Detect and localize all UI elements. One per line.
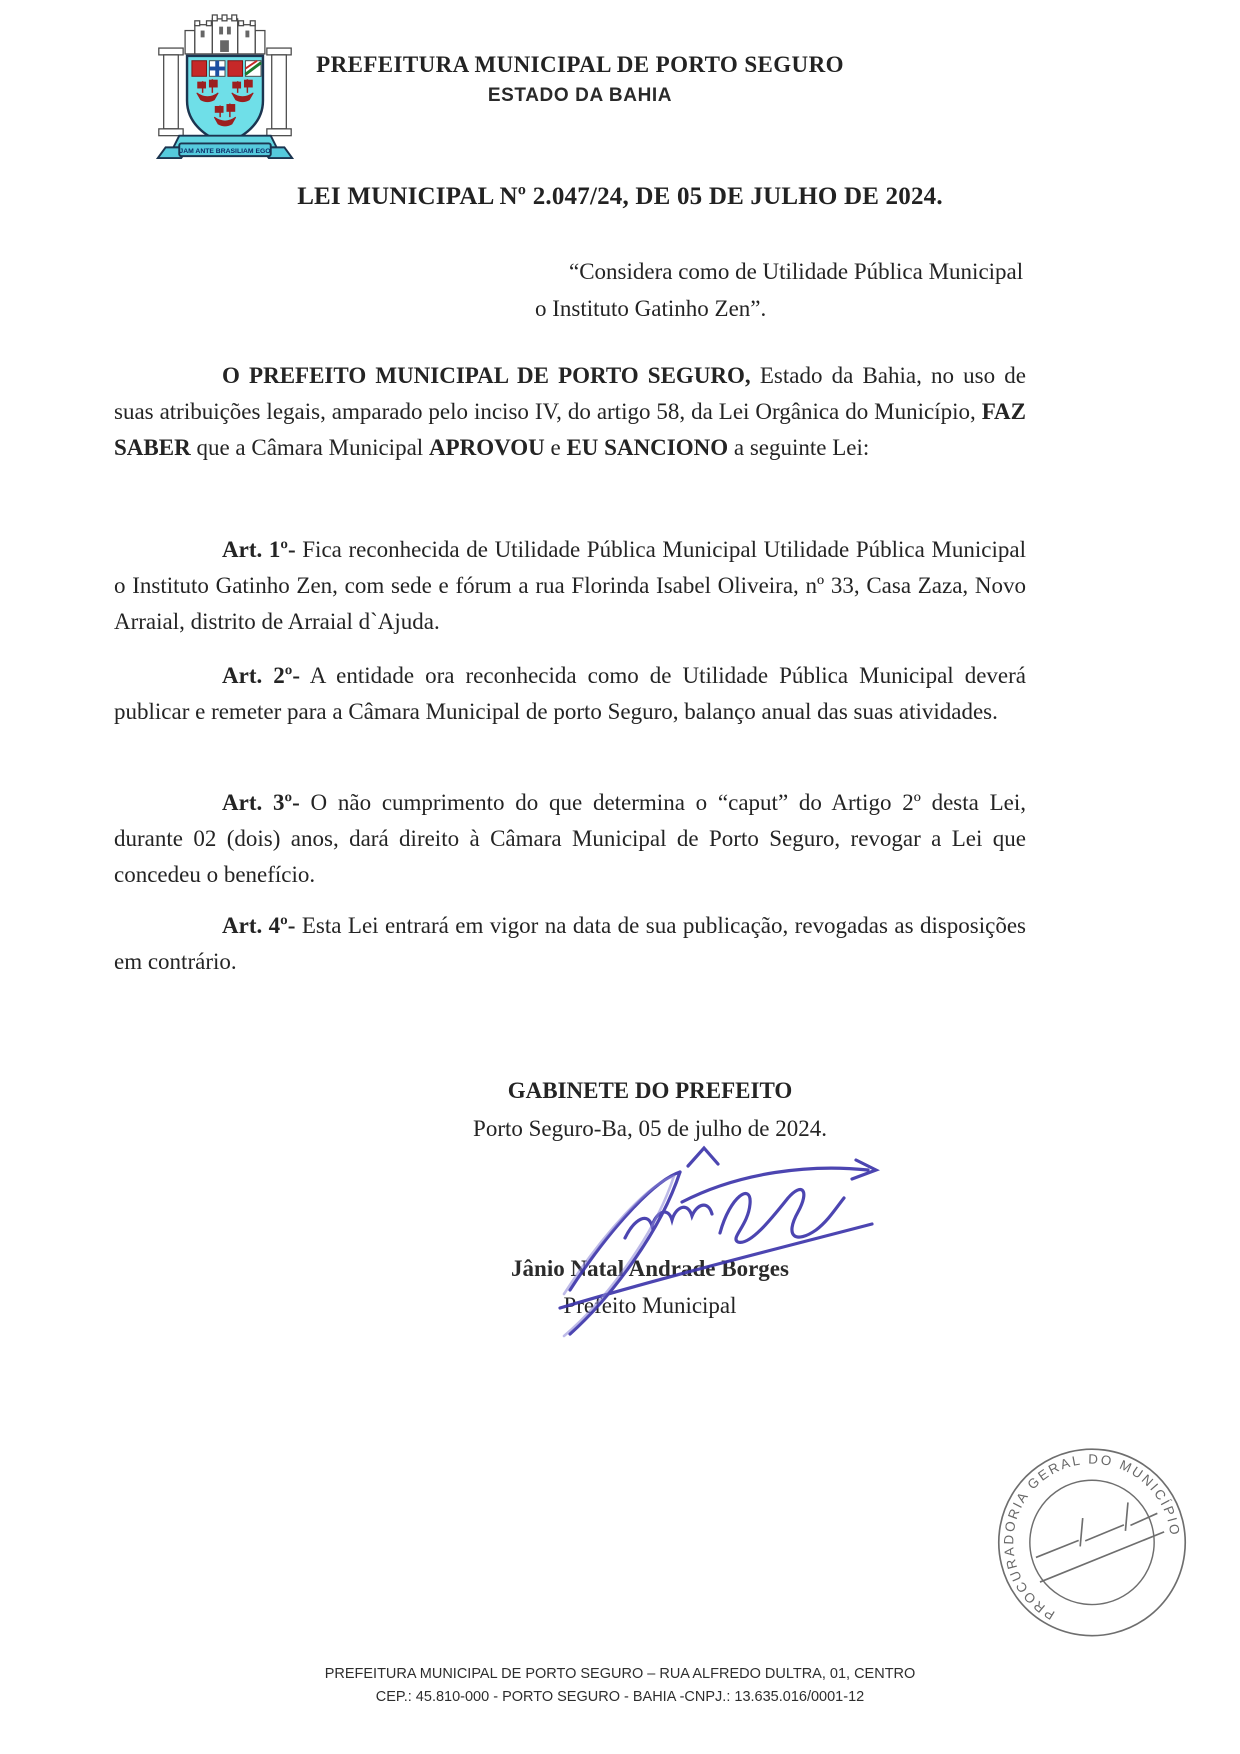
article-2	[114, 658, 1026, 730]
preamble-text-2: que a Câmara Municipal	[190, 435, 429, 460]
article-1	[114, 532, 1026, 640]
letterhead	[160, 52, 1000, 107]
org-name: PREFEITURA MUNICIPAL DE PORTO SEGURO	[316, 52, 844, 77]
article-2-label: Art. 2º-	[222, 663, 301, 688]
epigraph-line2: o Instituto Gatinho Zen”.	[535, 296, 767, 321]
epigraph-line1: “Considera como de Utilidade Pública Municipal	[569, 259, 1024, 284]
article-1-label: Art. 1º-	[222, 537, 296, 562]
preamble-fazsaber-bold: FAZ SABER	[114, 399, 1026, 460]
article-4-label: Art. 4º-	[222, 913, 296, 938]
law-title: LEI MUNICIPAL Nº 2.047/24, DE 05 DE JULHO DE 2024.	[297, 183, 943, 210]
preamble-sanciono-bold: EU SANCIONO	[566, 435, 729, 460]
article-3	[114, 785, 1026, 893]
preamble-mayor-bold: O PREFEITO MUNICIPAL DE PORTO SEGURO,	[222, 363, 751, 388]
crest-motto: JAM ANTE BRASILIAM EGO	[179, 148, 271, 156]
preamble-text-3: e	[544, 435, 567, 460]
epigraph	[535, 253, 1035, 327]
closing-block	[350, 1072, 950, 1148]
signature-scrawl	[420, 1138, 900, 1338]
article-3-label: Art. 3º-	[222, 790, 300, 815]
signer-title: Prefeito Municipal	[563, 1293, 737, 1318]
stamp-text: PROCURADORIA GERAL DO MUNICÍPIO	[1001, 1451, 1183, 1623]
cabinet-heading: GABINETE DO PREFEITO	[507, 1078, 793, 1103]
article-1-text: Fica reconhecida de Utilidade Pública Municipal Utilidade Pública Municipal o Instituto Gatinho Zen, com sede e fórum a rua Florinda Isabel Oliveira, nº 33, Casa Zaza, Novo Arraial, distrito de Arraial d`Ajuda.	[114, 537, 1026, 634]
signer-name: Jânio Natal Andrade Borges	[511, 1256, 789, 1281]
footer	[40, 1663, 1200, 1709]
place-date: Porto Seguro-Ba, 05 de julho de 2024.	[473, 1116, 827, 1141]
preamble-aprovou-bold: APROVOU	[428, 435, 545, 460]
footer-cep-cnpj: CEP.: 45.810-000 - PORTO SEGURO - BAHIA -CNPJ.: 13.635.016/0001-12	[375, 1689, 865, 1705]
preamble-text-4: a seguinte Lei:	[728, 435, 870, 460]
article-3-text: O não cumprimento do que determina o “caput” do Artigo 2º desta Lei, durante 02 (dois) anos, dará direito à Câmara Municipal de Porto Seguro, revogar a Lei que concedeu o benefício.	[114, 790, 1026, 887]
preamble-text-1: Estado da Bahia, no uso de suas atribuições legais, amparado pelo inciso IV, do artigo 58, da Lei Orgânica do Município,	[114, 363, 1026, 424]
article-4-text: Esta Lei entrará em vigor na data de sua publicação, revogadas as disposições em contrário.	[114, 913, 1027, 974]
article-4	[114, 908, 1026, 980]
preamble-paragraph	[114, 358, 1026, 466]
stamp-date-lines	[1026, 1496, 1168, 1582]
article-2-text: A entidade ora reconhecida como de Utilidade Pública Municipal deverá publicar e remeter para a Câmara Municipal de porto Seguro, balanço anual das suas atividades.	[114, 663, 1026, 724]
procuradoria-stamp	[988, 1444, 1196, 1646]
org-state: ESTADO DA BAHIA	[487, 85, 673, 106]
footer-address: PREFEITURA MUNICIPAL DE PORTO SEGURO – RUA ALFREDO DULTRA, 01, CENTRO	[324, 1666, 916, 1682]
